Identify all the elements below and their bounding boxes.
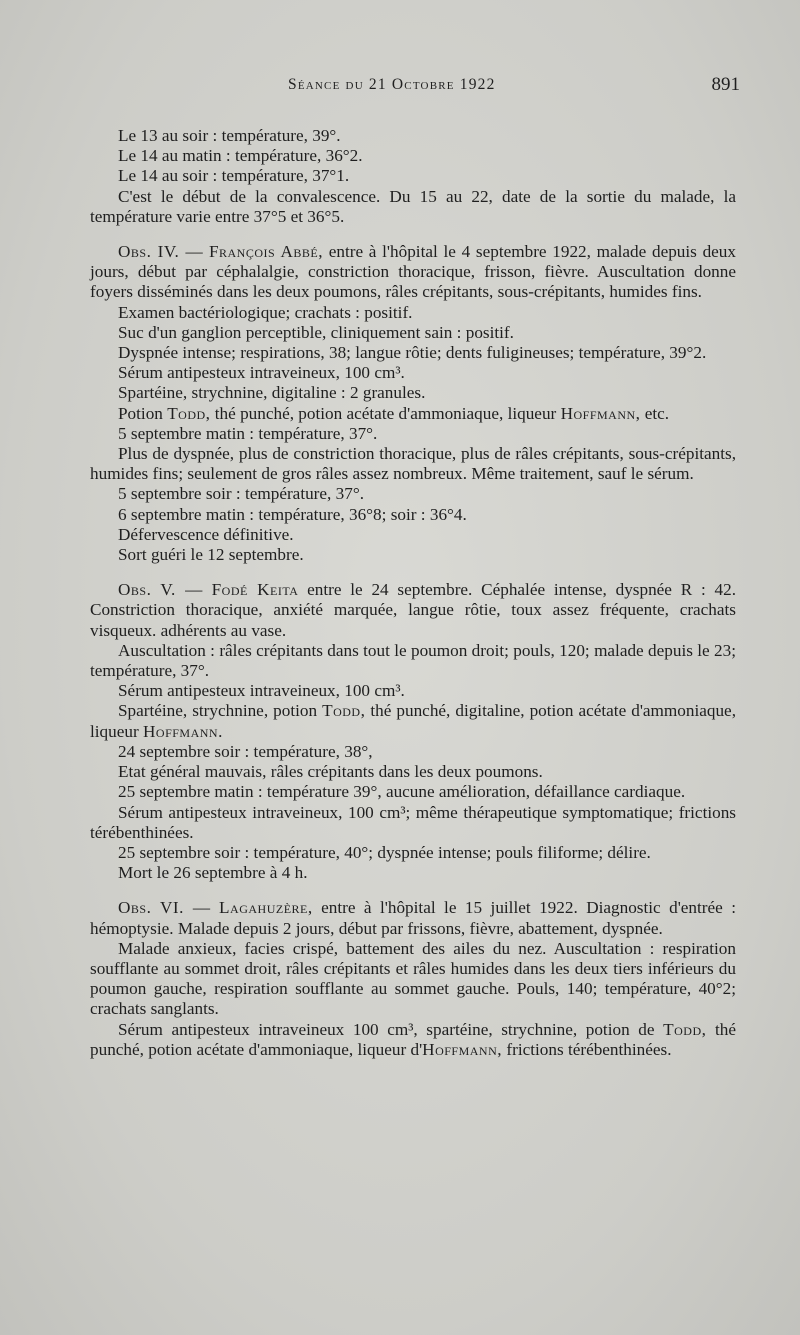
paragraph: Auscultation : râles crépitants dans tout le poumon droit; pouls, 120; malade depuis le 23; température, 37°. — [90, 640, 736, 681]
observation-label: Obs. V. — — [118, 580, 203, 600]
text-run: thé punché, digitaline, potion acétate d'ammoniaque, liqueur — [90, 701, 736, 741]
paragraph: 25 septembre matin : température 39°, aucune amélioration, défaillance cardiaque. — [118, 782, 686, 802]
proper-name: Hoffmann, — [560, 403, 641, 423]
text-run: Sérum antipesteux intraveineux 100 cm³, spartéine, strychnine, potion de — [118, 1019, 655, 1039]
paragraph — [90, 1020, 736, 1060]
observation-5-intro — [90, 580, 736, 641]
observation-text: entre le 24 septembre. Céphalée intense, dyspnée R : 42. Constriction thoracique, anxiété marquée, langue rôtie, toux assez fréquente, crachats visqueux. adhérents au vase. — [90, 580, 736, 640]
paragraph: 25 septembre soir : température, 40°; dyspnée intense; pouls filiforme; délire. — [118, 842, 651, 862]
page-number: 891 — [711, 74, 740, 95]
paragraph: Défervescence définitive. — [118, 524, 294, 544]
proper-name: Todd, — [167, 403, 211, 423]
paragraph: Sort guéri le 12 septembre. — [118, 545, 304, 565]
paragraph: Le 13 au soir : température, 39°. — [118, 126, 341, 145]
text-run: frictions térébenthinées. — [506, 1039, 672, 1059]
paragraph — [90, 701, 736, 741]
running-head: Séance du 21 Octobre 1922 — [288, 76, 496, 93]
paragraph: Etat général mauvais, râles crépitants dans les deux poumons. — [118, 762, 543, 782]
observation-text: entre à l'hôpital le 4 septembre 1922, malade depuis deux jours, début par céphalalgie, constriction thoracique, frisson, fièvre. Auscultation donne foyers disséminés dans les deux poumons, râles crépitants, sous-crépitants, humides fins. — [90, 242, 736, 302]
paragraph — [90, 404, 736, 424]
paragraph: Malade anxieux, facies crispé, battement des ailes du nez. Auscultation : respiration soufflante au sommet droit, râles crépitants et râles humides dans les deux tiers inférieurs du poumon gauche, respiration soufflante au sommet gauche. Pouls, 140; température, 40°2; crachats sanglants. — [90, 938, 736, 1019]
patient-name: Fodé Keita — [211, 580, 299, 600]
paragraph: C'est le début de la convalescence. Du 15 au 22, date de la sortie du malade, la température varie entre 37°5 et 36°5. — [90, 186, 736, 226]
paragraph: Examen bactériologique; crachats : positif. — [118, 302, 413, 322]
text-run: Potion — [118, 403, 163, 423]
paragraph: 5 septembre soir : température, 37°. — [118, 484, 364, 504]
paragraph: Le 14 au soir : température, 37°1. — [118, 166, 350, 186]
paragraph: Sérum antipesteux intraveineux, 100 cm³. — [118, 363, 405, 383]
paragraph: Mort le 26 septembre à 4 h. — [118, 863, 308, 883]
proper-name: Todd, — [663, 1019, 707, 1039]
text-run: thé punché, potion acétate d'ammoniaque, liqueur — [214, 403, 557, 423]
text-run: Spartéine, strychnine, potion — [118, 701, 318, 721]
paragraph: 24 septembre soir : température, 38°, — [118, 741, 373, 761]
proper-name: Todd, — [322, 701, 366, 721]
observation-4-intro — [90, 242, 736, 303]
text-run: thé punché, potion acétate d'ammoniaque, liqueur d' — [90, 1019, 737, 1059]
proper-name: Hoffmann, — [422, 1039, 503, 1059]
text-run: etc. — [644, 403, 670, 423]
paragraph: Suc d'un ganglion perceptible, cliniquement sain : positif. — [118, 322, 514, 342]
proper-name: Hoffmann. — [142, 721, 223, 741]
paragraph: Spartéine, strychnine, digitaline : 2 granules. — [118, 383, 426, 403]
observation-label: Obs. IV. — — [118, 242, 204, 262]
paragraph: 6 septembre matin : température, 36°8; soir : 36°4. — [118, 504, 467, 524]
paragraph: Sérum antipesteux intraveineux, 100 cm³; même thérapeutique symptomatique; frictions térébenthinées. — [90, 802, 736, 842]
paragraph: Sérum antipesteux intraveineux, 100 cm³. — [118, 681, 405, 701]
observation-label: Obs. VI. — — [118, 898, 211, 918]
page-header — [288, 76, 740, 104]
patient-name: Lagahuzère, — [219, 898, 313, 918]
patient-name: François Abbé, — [208, 242, 324, 262]
body-text — [90, 126, 736, 1060]
paragraph: Plus de dyspnée, plus de constriction thoracique, plus de râles crépitants, sous-crépitants, humides fins; seulement de gros râles assez nombreux. Même traitement, sauf le sérum. — [90, 444, 736, 484]
paragraph: Le 14 au matin : température, 36°2. — [118, 146, 363, 166]
observation-6-intro — [90, 898, 736, 938]
observation-text: entre à l'hôpital le 15 juillet 1922. Diagnostic d'entrée : hémoptysie. Malade depuis 2 jours, début par frissons, fièvre, abattement, dyspnée. — [90, 898, 737, 938]
paragraph: 5 septembre matin : température, 37°. — [118, 423, 378, 443]
paragraph: Dyspnée intense; respirations, 38; langue rôtie; dents fuligineuses; température, 39°2. — [118, 343, 707, 363]
